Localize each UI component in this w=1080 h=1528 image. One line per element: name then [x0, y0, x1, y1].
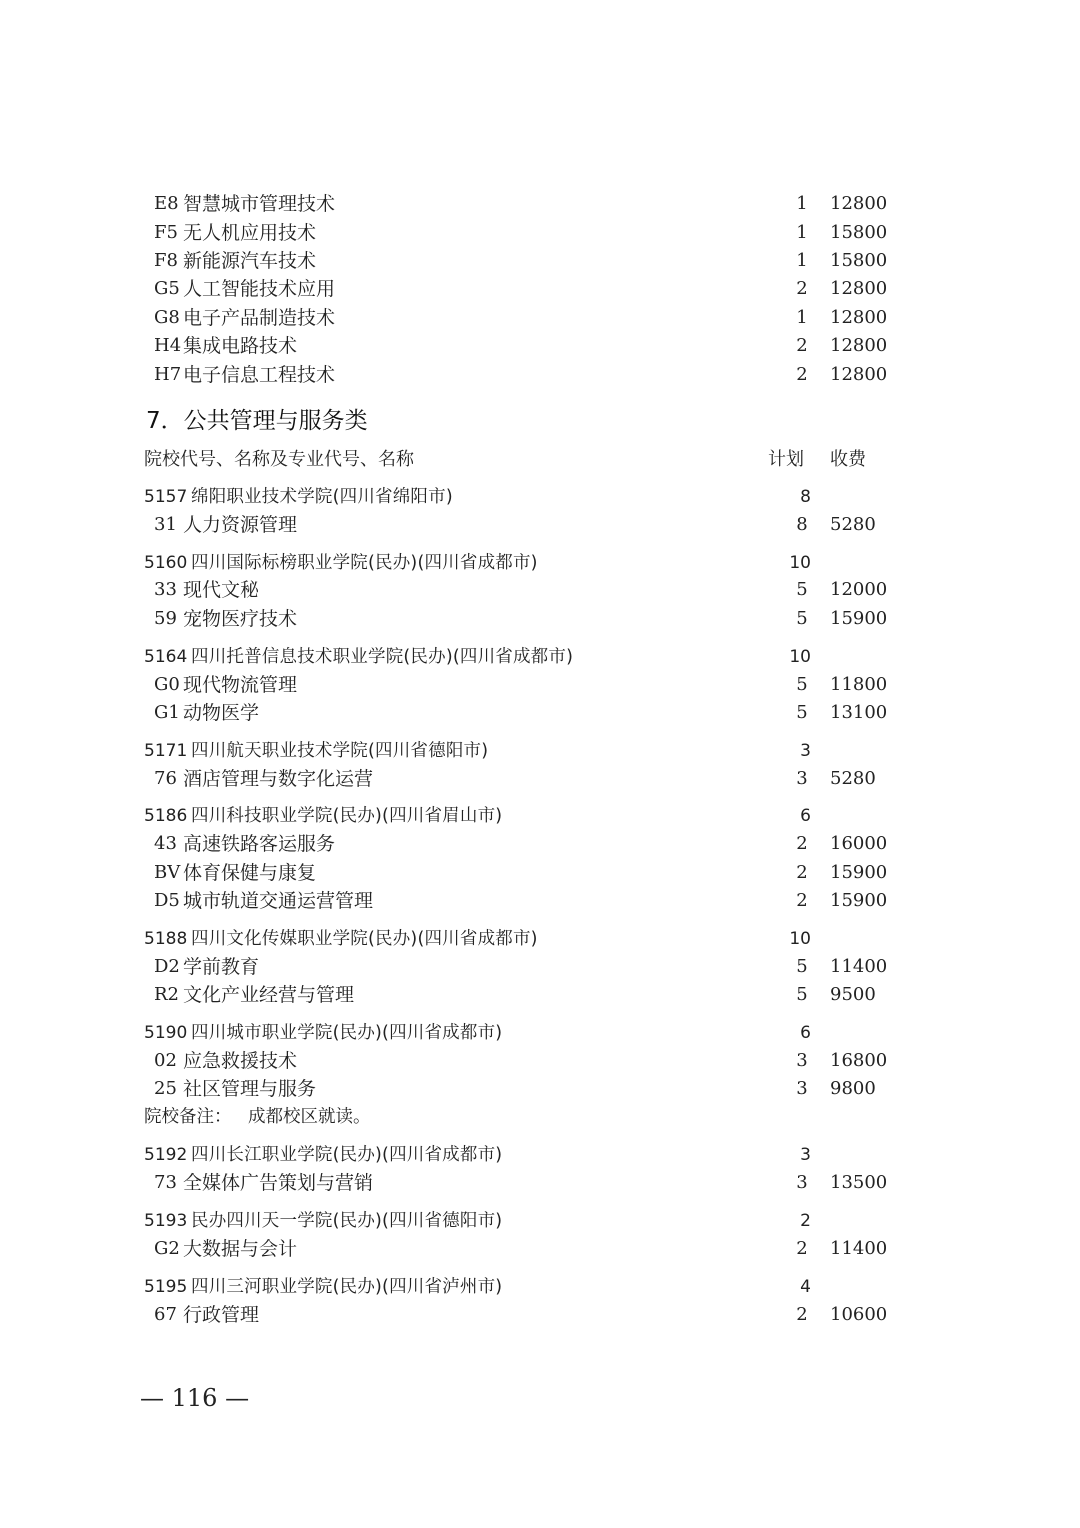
- major-fee: 15900: [830, 890, 888, 911]
- major-row: [0, 1235, 1080, 1263]
- top-major-row: [0, 247, 1080, 275]
- major-name: 人力资源管理: [183, 514, 298, 536]
- major-fee: 12000: [830, 579, 888, 600]
- major-plan: 2: [796, 833, 808, 854]
- school-code: 5186: [144, 806, 188, 826]
- school-code: 5157: [144, 487, 188, 507]
- major-name: 全媒体广告策划与营销: [183, 1172, 374, 1194]
- major-fee: 13500: [830, 1172, 888, 1193]
- major-name: 电子产品制造技术: [183, 307, 336, 329]
- school-plan: 3: [800, 741, 811, 761]
- major-name: 动物医学: [183, 702, 260, 724]
- major-plan: 1: [796, 307, 808, 328]
- major-code: F8: [154, 250, 178, 271]
- major-row: [0, 1047, 1080, 1075]
- major-name: 高速铁路客运服务: [183, 833, 336, 855]
- school-plan: 3: [800, 1145, 811, 1165]
- major-fee: 5280: [830, 514, 876, 535]
- header-plan: 计划: [768, 449, 804, 470]
- header-fee: 收费: [830, 449, 866, 470]
- note-label: 院校备注：: [144, 1107, 232, 1127]
- top-major-row: [0, 332, 1080, 360]
- major-row: [0, 859, 1080, 887]
- major-code: 25: [154, 1078, 177, 1099]
- table-header: [0, 446, 1080, 474]
- top-major-row: [0, 275, 1080, 303]
- school-code: 5188: [144, 929, 188, 949]
- major-plan: 2: [796, 278, 808, 299]
- major-code: 33: [154, 579, 177, 600]
- major-row: [0, 981, 1080, 1009]
- major-name: 文化产业经营与管理: [183, 984, 355, 1006]
- major-name: 现代文秘: [183, 579, 260, 601]
- school-code: 5164: [144, 647, 188, 667]
- page-number: — 116 —: [140, 1384, 250, 1412]
- major-fee: 12800: [830, 278, 888, 299]
- top-major-row: [0, 219, 1080, 247]
- major-name: 宠物医疗技术: [183, 608, 298, 630]
- major-code: 67: [154, 1304, 177, 1325]
- major-row: [0, 765, 1080, 793]
- major-fee: 15800: [830, 222, 888, 243]
- major-code: 43: [154, 833, 177, 854]
- major-plan: 5: [796, 702, 808, 723]
- major-name: 酒店管理与数字化运营: [183, 768, 374, 790]
- school-name: 四川三河职业学院(民办)(四川省泸州市): [191, 1277, 503, 1297]
- major-plan: 5: [796, 956, 808, 977]
- school-name: 四川托普信息技术职业学院(民办)(四川省成都市): [191, 647, 574, 667]
- school-row: [0, 802, 1080, 830]
- major-fee: 15900: [830, 608, 888, 629]
- major-fee: 12800: [830, 335, 888, 356]
- major-row: [0, 830, 1080, 858]
- school-code: 5193: [144, 1211, 188, 1231]
- school-code: 5195: [144, 1277, 188, 1297]
- major-code: 76: [154, 768, 177, 789]
- major-row: [0, 576, 1080, 604]
- major-name: 体育保健与康复: [183, 862, 317, 884]
- major-code: G8: [154, 307, 180, 328]
- top-major-row: [0, 190, 1080, 218]
- school-code: 5190: [144, 1023, 188, 1043]
- major-plan: 1: [796, 250, 808, 271]
- major-plan: 1: [796, 193, 808, 214]
- school-name: 民办四川天一学院(民办)(四川省德阳市): [191, 1211, 503, 1231]
- major-row: [0, 511, 1080, 539]
- major-plan: 3: [796, 768, 808, 789]
- major-plan: 5: [796, 984, 808, 1005]
- major-name: 现代物流管理: [183, 674, 298, 696]
- major-fee: 9800: [830, 1078, 876, 1099]
- school-row: [0, 483, 1080, 511]
- major-plan: 1: [796, 222, 808, 243]
- major-plan: 2: [796, 1304, 808, 1325]
- major-code: 59: [154, 608, 177, 629]
- school-row: [0, 1141, 1080, 1169]
- major-fee: 16000: [830, 833, 888, 854]
- major-fee: 9500: [830, 984, 876, 1005]
- major-name: 行政管理: [183, 1304, 260, 1326]
- major-code: G5: [154, 278, 180, 299]
- school-name: 四川城市职业学院(民办)(四川省成都市): [191, 1023, 503, 1043]
- major-fee: 15900: [830, 862, 888, 883]
- school-name: 四川科技职业学院(民办)(四川省眉山市): [191, 806, 503, 826]
- major-code: 31: [154, 514, 177, 535]
- school-plan: 6: [800, 806, 811, 826]
- major-fee: 13100: [830, 702, 888, 723]
- major-code: D2: [154, 956, 180, 977]
- major-row: [0, 887, 1080, 915]
- school-row: [0, 549, 1080, 577]
- school-row: [0, 1207, 1080, 1235]
- major-plan: 2: [796, 335, 808, 356]
- major-plan: 5: [796, 674, 808, 695]
- school-code: 5192: [144, 1145, 188, 1165]
- school-plan: 10: [789, 929, 811, 949]
- major-code: D5: [154, 890, 180, 911]
- major-fee: 16800: [830, 1050, 888, 1071]
- school-plan: 8: [800, 487, 811, 507]
- section-title: 7．公共管理与服务类: [146, 408, 368, 434]
- major-name: 新能源汽车技术: [183, 250, 317, 272]
- major-code: 73: [154, 1172, 177, 1193]
- major-plan: 3: [796, 1078, 808, 1099]
- school-name: 四川航天职业技术学院(四川省德阳市): [191, 741, 489, 761]
- major-name: 人工智能技术应用: [183, 278, 336, 300]
- school-row: [0, 643, 1080, 671]
- major-code: H7: [154, 364, 182, 385]
- major-code: BV: [154, 862, 181, 883]
- major-row: [0, 953, 1080, 981]
- major-name: 应急救援技术: [183, 1050, 298, 1072]
- major-fee: 12800: [830, 307, 888, 328]
- major-code: G1: [154, 702, 180, 723]
- major-row: [0, 1075, 1080, 1103]
- major-plan: 8: [796, 514, 808, 535]
- major-fee: 15800: [830, 250, 888, 271]
- major-plan: 3: [796, 1050, 808, 1071]
- school-row: [0, 737, 1080, 765]
- school-name: 四川长江职业学院(民办)(四川省成都市): [191, 1145, 503, 1165]
- school-row: [0, 1273, 1080, 1301]
- major-code: 02: [154, 1050, 177, 1071]
- school-row: [0, 1019, 1080, 1047]
- major-plan: 5: [796, 608, 808, 629]
- note-text: 成都校区就读。: [248, 1107, 371, 1127]
- school-code: 5171: [144, 741, 188, 761]
- school-plan: 4: [800, 1277, 811, 1297]
- major-code: R2: [154, 984, 180, 1005]
- major-row: [0, 605, 1080, 633]
- major-plan: 2: [796, 862, 808, 883]
- major-row: [0, 671, 1080, 699]
- major-name: 大数据与会计: [183, 1238, 298, 1260]
- major-code: H4: [154, 335, 182, 356]
- major-fee: 11800: [830, 674, 888, 695]
- school-plan: 6: [800, 1023, 811, 1043]
- major-plan: 2: [796, 1238, 808, 1259]
- major-fee: 11400: [830, 1238, 888, 1259]
- school-note: [0, 1103, 1080, 1131]
- school-name: 四川国际标榜职业学院(民办)(四川省成都市): [191, 553, 538, 573]
- major-name: 城市轨道交通运营管理: [183, 890, 374, 912]
- major-code: F5: [154, 222, 178, 243]
- major-row: [0, 1169, 1080, 1197]
- school-row: [0, 925, 1080, 953]
- school-plan: 2: [800, 1211, 811, 1231]
- major-code: E8: [154, 193, 179, 214]
- major-fee: 12800: [830, 364, 888, 385]
- major-name: 智慧城市管理技术: [183, 193, 336, 215]
- major-plan: 3: [796, 1172, 808, 1193]
- major-row: [0, 1301, 1080, 1329]
- top-major-row: [0, 361, 1080, 389]
- school-name: 四川文化传媒职业学院(民办)(四川省成都市): [191, 929, 538, 949]
- major-name: 集成电路技术: [183, 335, 298, 357]
- major-plan: 2: [796, 364, 808, 385]
- major-code: G0: [154, 674, 180, 695]
- major-fee: 10600: [830, 1304, 888, 1325]
- major-plan: 2: [796, 890, 808, 911]
- major-name: 学前教育: [183, 956, 260, 978]
- major-fee: 5280: [830, 768, 876, 789]
- major-name: 电子信息工程技术: [183, 364, 336, 386]
- school-name: 绵阳职业技术学院(四川省绵阳市): [191, 487, 453, 507]
- major-name: 无人机应用技术: [183, 222, 317, 244]
- major-code: G2: [154, 1238, 180, 1259]
- top-major-row: [0, 304, 1080, 332]
- header-name: 院校代号、名称及专业代号、名称: [144, 449, 414, 470]
- school-plan: 10: [789, 647, 811, 667]
- major-row: [0, 699, 1080, 727]
- major-fee: 12800: [830, 193, 888, 214]
- school-plan: 10: [789, 553, 811, 573]
- school-code: 5160: [144, 553, 188, 573]
- major-fee: 11400: [830, 956, 888, 977]
- major-name: 社区管理与服务: [183, 1078, 317, 1100]
- major-plan: 5: [796, 579, 808, 600]
